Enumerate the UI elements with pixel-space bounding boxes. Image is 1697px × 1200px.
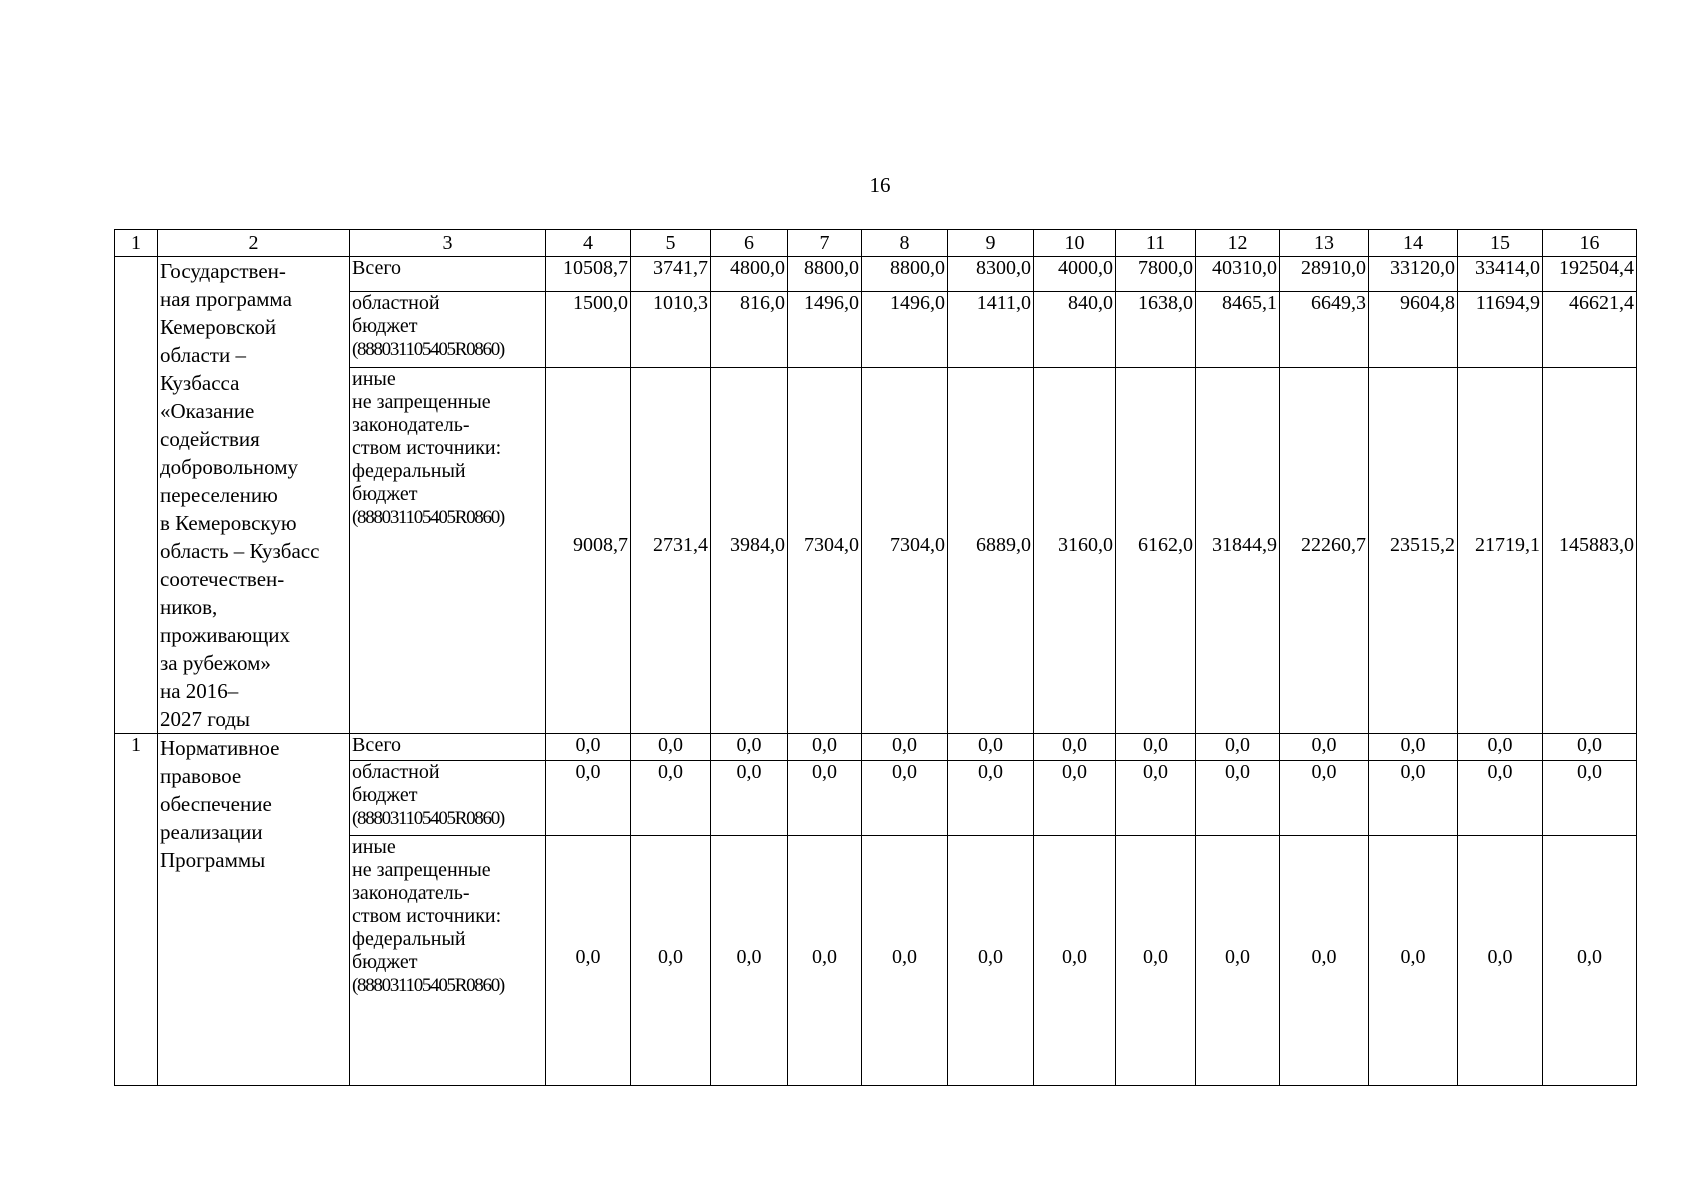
value-cell: 0,0 <box>1196 836 1280 1086</box>
value-cell: 0,0 <box>1034 836 1116 1086</box>
funding-source-label: иные не запрещенные законодатель- ством источники: федеральный бюджет <box>352 836 502 973</box>
column-header: 16 <box>1543 230 1637 257</box>
funding-source-label: Всего <box>352 257 402 279</box>
column-header: 7 <box>788 230 862 257</box>
column-header: 14 <box>1369 230 1458 257</box>
value-cell: 0,0 <box>862 734 948 761</box>
value-cell: 33120,0 <box>1369 257 1458 292</box>
funding-source-label: иные не запрещенные законодатель- ством источники: федеральный бюджет <box>352 368 502 505</box>
page-number: 16 <box>869 173 891 197</box>
value-cell: 10508,7 <box>546 257 631 292</box>
value-cell: 0,0 <box>631 761 711 836</box>
value-cell: 0,0 <box>546 761 631 836</box>
value-cell: 0,0 <box>1543 836 1637 1086</box>
value-cell: 28910,0 <box>1280 257 1369 292</box>
value-cell: 6162,0 <box>1116 368 1196 734</box>
value-cell: 0,0 <box>788 734 862 761</box>
value-cell: 0,0 <box>948 761 1034 836</box>
value-cell: 145883,0 <box>1543 368 1637 734</box>
column-header: 6 <box>711 230 788 257</box>
column-header: 11 <box>1116 230 1196 257</box>
value-cell: 0,0 <box>1196 734 1280 761</box>
value-cell: 6649,3 <box>1280 291 1369 367</box>
budget-code: (888031105405R0860) <box>352 507 504 528</box>
row-index: 1 <box>115 734 158 1086</box>
value-cell: 0,0 <box>1280 761 1369 836</box>
value-cell: 33414,0 <box>1458 257 1543 292</box>
value-cell: 0,0 <box>788 836 862 1086</box>
value-cell: 1411,0 <box>948 291 1034 367</box>
budget-code: (888031105405R0860) <box>352 975 504 996</box>
value-cell: 0,0 <box>948 836 1034 1086</box>
value-cell: 1496,0 <box>862 291 948 367</box>
program-name: Нормативное правовое обеспечение реализации Программы <box>158 734 350 1086</box>
value-cell: 0,0 <box>711 836 788 1086</box>
value-cell: 23515,2 <box>1369 368 1458 734</box>
value-cell: 4000,0 <box>1034 257 1116 292</box>
funding-source <box>350 368 546 734</box>
value-cell: 0,0 <box>1543 734 1637 761</box>
value-cell: 0,0 <box>1458 734 1543 761</box>
column-header: 9 <box>948 230 1034 257</box>
value-cell: 1500,0 <box>546 291 631 367</box>
value-cell: 0,0 <box>1280 836 1369 1086</box>
value-cell: 0,0 <box>862 836 948 1086</box>
value-cell: 9008,7 <box>546 368 631 734</box>
value-cell: 7800,0 <box>1116 257 1196 292</box>
funding-source <box>350 734 546 761</box>
column-header: 1 <box>115 230 158 257</box>
budget-code: (888031105405R0860) <box>352 808 504 829</box>
header-row <box>115 230 1637 257</box>
column-header: 13 <box>1280 230 1369 257</box>
value-cell: 8300,0 <box>948 257 1034 292</box>
table-row <box>115 257 1637 292</box>
value-cell: 0,0 <box>546 734 631 761</box>
value-cell: 8800,0 <box>788 257 862 292</box>
value-cell: 40310,0 <box>1196 257 1280 292</box>
value-cell: 0,0 <box>631 734 711 761</box>
value-cell: 0,0 <box>862 761 948 836</box>
column-header: 3 <box>350 230 546 257</box>
value-cell: 3160,0 <box>1034 368 1116 734</box>
column-header: 4 <box>546 230 631 257</box>
budget-code: (888031105405R0860) <box>352 338 504 360</box>
funding-source <box>350 291 546 367</box>
value-cell: 1010,3 <box>631 291 711 367</box>
value-cell: 7304,0 <box>788 368 862 734</box>
value-cell: 0,0 <box>1458 836 1543 1086</box>
column-header: 2 <box>158 230 350 257</box>
value-cell: 0,0 <box>711 761 788 836</box>
column-header: 10 <box>1034 230 1116 257</box>
value-cell: 0,0 <box>631 836 711 1086</box>
value-cell: 0,0 <box>1458 761 1543 836</box>
value-cell: 46621,4 <box>1543 291 1637 367</box>
value-cell: 840,0 <box>1034 291 1116 367</box>
value-cell: 4800,0 <box>711 257 788 292</box>
value-cell: 8800,0 <box>862 257 948 292</box>
funding-source-label: Всего <box>352 734 402 756</box>
value-cell: 11694,9 <box>1458 291 1543 367</box>
value-cell: 0,0 <box>1543 761 1637 836</box>
value-cell: 21719,1 <box>1458 368 1543 734</box>
funding-source <box>350 761 546 836</box>
value-cell: 0,0 <box>1034 761 1116 836</box>
value-cell: 0,0 <box>1196 761 1280 836</box>
value-cell: 2731,4 <box>631 368 711 734</box>
value-cell: 3984,0 <box>711 368 788 734</box>
value-cell: 0,0 <box>948 734 1034 761</box>
value-cell: 9604,8 <box>1369 291 1458 367</box>
value-cell: 22260,7 <box>1280 368 1369 734</box>
value-cell: 1496,0 <box>788 291 862 367</box>
funding-source-label: областной бюджет <box>352 761 440 806</box>
value-cell: 7304,0 <box>862 368 948 734</box>
value-cell: 0,0 <box>1369 734 1458 761</box>
program-name: Государствен- ная программа Кемеровской области – Кузбасса «Оказание содействия добровольному переселению в Кемеровскую область – Кузбасс соотечествен- ников, проживающих за рубежом» на 2016– 2027 годы <box>158 257 350 734</box>
value-cell: 0,0 <box>1280 734 1369 761</box>
value-cell: 6889,0 <box>948 368 1034 734</box>
value-cell: 0,0 <box>1369 761 1458 836</box>
column-header: 8 <box>862 230 948 257</box>
column-header: 15 <box>1458 230 1543 257</box>
value-cell: 1638,0 <box>1116 291 1196 367</box>
row-index <box>115 257 158 734</box>
funding-source-label: областной бюджет <box>352 291 440 337</box>
value-cell: 0,0 <box>1034 734 1116 761</box>
funding-source <box>350 836 546 1086</box>
value-cell: 816,0 <box>711 291 788 367</box>
value-cell: 0,0 <box>711 734 788 761</box>
value-cell: 8465,1 <box>1196 291 1280 367</box>
value-cell: 0,0 <box>1369 836 1458 1086</box>
budget-table <box>114 229 1637 1086</box>
column-header: 5 <box>631 230 711 257</box>
value-cell: 31844,9 <box>1196 368 1280 734</box>
value-cell: 0,0 <box>1116 734 1196 761</box>
table-row <box>115 734 1637 761</box>
column-header: 12 <box>1196 230 1280 257</box>
value-cell: 0,0 <box>546 836 631 1086</box>
value-cell: 3741,7 <box>631 257 711 292</box>
value-cell: 192504,4 <box>1543 257 1637 292</box>
value-cell: 0,0 <box>1116 761 1196 836</box>
funding-source <box>350 257 546 292</box>
value-cell: 0,0 <box>1116 836 1196 1086</box>
value-cell: 0,0 <box>788 761 862 836</box>
